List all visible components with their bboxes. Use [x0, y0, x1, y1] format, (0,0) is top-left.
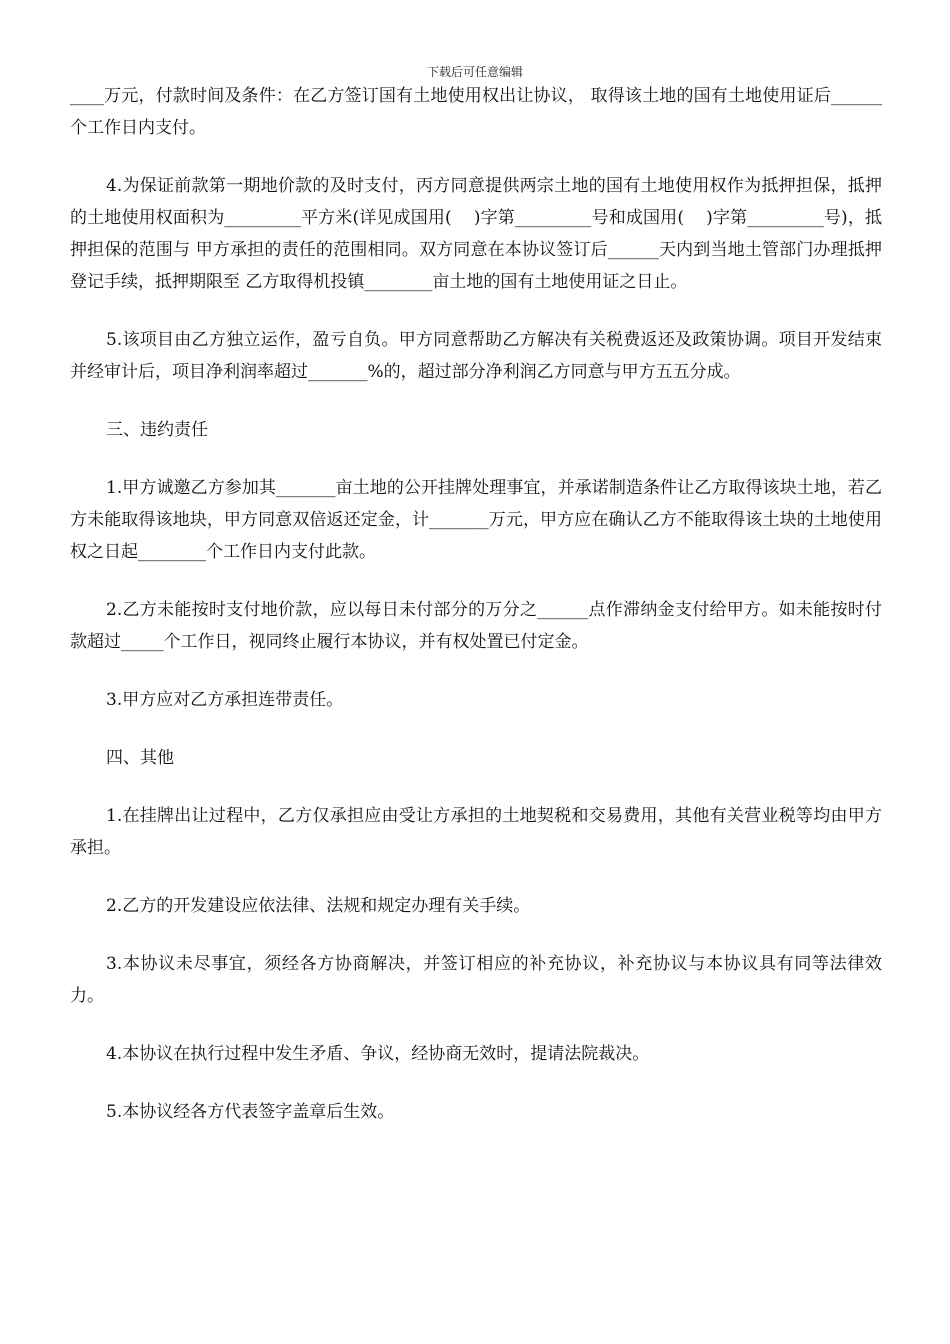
paragraph-other-2: 2.乙方的开发建设应依法律、法规和规定办理有关手续。 — [106, 896, 531, 916]
paragraph-payment-terms: ____万元，付款时间及条件：在乙方签订国有土地使用权出让协议， 取得该土地的国有土地使用证后______个工作日内支付。 — [70, 86, 882, 138]
paragraph-breach-1: 1.甲方诚邀乙方参加其_______亩土地的公开挂牌处理事宜，并承诺制造条件让乙方取得该块土地，若乙方未能取得该地块，甲方同意双倍返还定金，计_______万元，甲方应在确认乙方不能取得该土块的土地使用权之日起________个工作日内支付此款。 — [70, 478, 882, 562]
paragraph-other-4: 4.本协议在执行过程中发生矛盾、争议，经协商无效时，提请法院裁决。 — [106, 1044, 650, 1064]
paragraph-other-3: 3.本协议未尽事宜，须经各方协商解决，并签订相应的补充协议，补充协议与本协议具有同等法律效力。 — [70, 954, 882, 1006]
paragraph-clause-5-profit: 5.该项目由乙方独立运作，盈亏自负。甲方同意帮助乙方解决有关税费返还及政策协调。项目开发结束并经审计后，项目净利润率超过_______%的，超过部分净利润乙方同意与甲方五五分成。 — [70, 330, 882, 382]
section-heading-breach: 三、违约责任 — [106, 420, 208, 440]
header-note: 下载后可任意编辑 — [426, 65, 523, 79]
section-heading-other: 四、其他 — [106, 748, 174, 768]
paragraph-other-5: 5.本协议经各方代表签字盖章后生效。 — [106, 1102, 395, 1122]
document-body — [70, 80, 882, 1128]
paragraph-breach-3: 3.甲方应对乙方承担连带责任。 — [106, 690, 344, 710]
paragraph-other-1: 1.在挂牌出让过程中，乙方仅承担应由受让方承担的土地契税和交易费用，其他有关营业税等均由甲方承担。 — [70, 806, 882, 858]
paragraph-breach-2: 2.乙方未能按时支付地价款，应以每日未付部分的万分之______点作滞纳金支付给甲方。如未能按时付款超过_____个工作日，视同终止履行本协议，并有权处置已付定金。 — [70, 600, 882, 652]
paragraph-clause-4-mortgage: 4.为保证前款第一期地价款的及时支付，丙方同意提供两宗土地的国有土地使用权作为抵押担保，抵押的土地使用权面积为_________平方米(详见成国用( )字第_________号和成国用( )字第_________号)，抵押担保的范围与 甲方承担的责任的范围相同。双方同意在本协议签订后______天内到当地土管部门办理抵押登记手续，抵押期限至 乙方取得机投镇________亩土地的国有土地使用证之日止。 — [70, 176, 882, 292]
